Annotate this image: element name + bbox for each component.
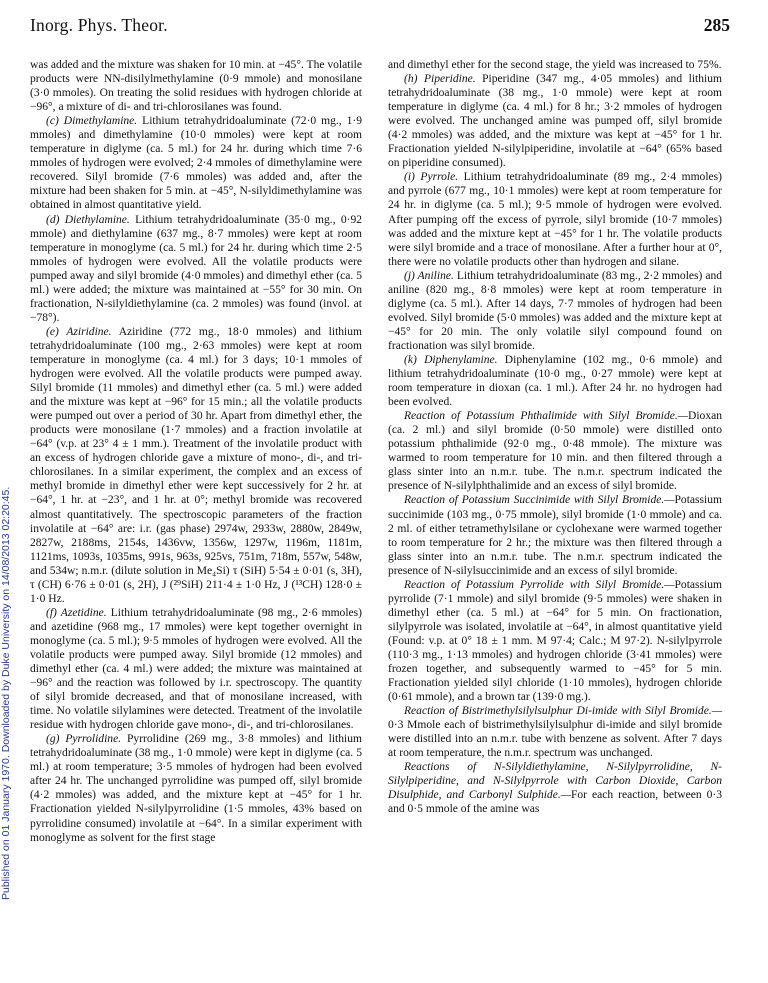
running-header — [30, 10, 730, 36]
left-column — [30, 58, 362, 845]
paragraph-sulphur-diimide: Reaction of Bistrimethylsilylsulphur Di-imide with Silyl Bromide.—0·3 Mmole each of bistrimethylsilylsulphur di-imide and silyl bromide were distilled into an n.m.r. tube with benzene as solvent. After 7 days at room temperature, the n.m.r. spectrum was unchanged. — [388, 705, 722, 760]
paragraph: and dimethyl ether for the second stage, the yield was increased to 75%. — [388, 59, 722, 71]
paragraph-aziridine: (e) Aziridine. Aziridine (772 mg., 18·0 mmoles) and lithium tetrahydridoaluminate (100 mg., 2·63 mmoles) were kept at room temperature in monoglyme (ca. 4 ml.) for 3 days; 10·1 mmoles of hydrogen were evolved. All the volatile products were pumped away. Silyl bromide (11 mmoles) and dimethyl ether (ca. 5 ml.) were added and the mixture was kept at −96° for 15 min.; all the volatile products were pumped out over a period of 30 hr. Apart from dimethyl ether, the products were monosilane (1·7 mmoles) and a fraction involatile at −64° (v.p. at 23° 4 ± 1 mm.). Treatment of the involatile product with an excess of hydrogen chloride gave a mixture of mono-, di-, and tri-chlorosilanes. In a similar experiment, the complex and an excess of methyl bromide in dimethyl ether were kept successively for 2 hr. at −64°, 1 hr. at −23°, and 1 hr. at 0°; methyl bromide was recovered almost quantitatively. The spectroscopic parameters of the fraction involatile at −64° are: i.r. (gas phase) 2974w, 2933w, 2880w, 2849w, 2827w, 2188ms, 2154s, 1436vw, 1356w, 1297w, 1196m, 1181m, 1121ms, 1093s, 1035ms, 991s, 963s, 925vs, 751m, 718m, 557w, 548w, and 534w; n.m.r. (dilute solution in Me₄Si) τ (SiH) 5·54 ± 0·01 (s, 3H), τ (CH) 6·76 ± 0·01 (s, 2H), J (²⁹SiH) 211·4 ± 1·0 Hz, J (¹³CH) 128·0 ± 1·0 Hz. — [30, 325, 363, 605]
paragraph-pyrrole: (i) Pyrrole. Lithium tetrahydridoaluminate (89 mg., 2·4 mmoles) and pyrrole (677 mg., 10·1 mmoles) were kept at room temperature for 24 hr. in diglyme (ca. 5 ml.); 9·5 mmole of hydrogen were evolved. After pumping off the excess of pyrrole, silyl bromide (10·7 mmoles) was added and the mixture kept at −45° for 1 hr. The volatile products were silyl bromide and a trace of monosilane. After a further hour at 0°, there were no volatile products other than hydrogen and silane. — [388, 171, 722, 268]
paragraph-azetidine: (f) Azetidine. Lithium tetrahydridoaluminate (98 mg., 2·6 mmoles) and azetidine (968 mg., 17 mmoles) were kept together overnight in monoglyme (ca. 5 ml.); 9·5 mmoles of hydrogen were evolved. All the volatile products were pumped away. Silyl bromide (12 mmoles) and dimethyl ether (ca. 4 ml.) were added; the mixture was maintained at −96° and the reaction was followed by i.r. spectroscopy. The quantity of silyl bromide decreased, and that of monosilane increased, with time. No volatile silylamines were detected. Treatment of the involatile residue with hydrogen chloride gave mono-, di-, and tri-chlorosilanes. — [30, 606, 362, 732]
paragraph-diethylamine: (d) Diethylamine. Lithium tetrahydridoaluminate (35·0 mg., 0·92 mmole) and diethylamine (637 mg., 8·7 mmoles) were kept at room temperature in monoglyme (ca. 5 ml.) for 24 hr. during which time 2·5 mmoles of hydrogen were evolved. All the volatile products were pumped away and silyl bromide (4·0 mmoles) and dimethyl ether (ca. 5 ml.) were added; the mixture was maintained at −55° for 30 min. On fractionation, N-silyldiethylamine (ca. 2 mmoles) was found (invol. at −78°). — [30, 213, 363, 324]
paragraph-pyrrolidine: (g) Pyrrolidine. Pyrrolidine (269 mg., 3·8 mmoles) and lithium tetrahydridoaluminate (38 mg., 1·0 mmole) were kept in diglyme (ca. 5 ml.) at room temperature; 3·5 mmoles of hydrogen had been evolved after 24 hr. The unchanged pyrrolidine was pumped off, silyl bromide (4·2 mmoles) was added, and the mixture kept at −45° for 1 hr. Fractionation yielded N-silylpyrrolidine (1·5 mmoles, 43% based on pyrrolidine consumed) involatile at −64°. In a similar experiment with monoglyme as solvent for the first stage — [30, 733, 362, 844]
paragraph-dimethylamine: (c) Dimethylamine. Lithium tetrahydridoaluminate (72·0 mg., 1·9 mmoles) and dimethylamine (10·0 mmoles) were kept at room temperature in diglyme (ca. 5 ml.) for 24 hr. during which time 7·6 mmoles of hydrogen were evolved; 2·4 mmoles of dimethylamine were recovered. Silyl bromide (7·6 mmoles) was added and, after the mixture had been shaken for 5 min. at −45°, N-silyldimethylamine was obtained in almost quantitative yield. — [30, 115, 362, 212]
journal-title: Inorg. Phys. Theor. — [30, 15, 168, 35]
right-column — [388, 58, 722, 817]
paragraph-carbon-dioxide-reactions: Reactions of N-Silyldiethylamine, N-Silylpyrrolidine, N-Silylpiperidine, and N-Silylpyrrole with Carbon Dioxide, Carbon Disulphide, and Carbonyl Sulphide.—For each reaction, between 0·3 and 0·5 mmole of the amine was — [388, 761, 722, 816]
paragraph: was added and the mixture was shaken for 10 min. at −45°. The volatile products were NN-disilylmethylamine (0·9 mmole) and monosilane (3·0 mmoles). On treating the solid residues with hydrogen chloride at −96°, a mixture of di- and tri-chlorosilanes was found. — [30, 59, 362, 114]
page-number: 285 — [703, 15, 730, 35]
paragraph-pyrrolide: Reaction of Potassium Pyrrolide with Silyl Bromide.—Potassium pyrrolide (7·1 mmole) and silyl bromide (9·5 mmoles) were shaken in dimethyl ether (ca. 5 ml.) at −64° for 5 min. On fractionation, silylpyrrole was isolated, involatile at −64°, in almost quantitative yield (Found: v.p. at 0° 18 ± 1 mm. M 97·4; Calc.; M 97·2). N-silylpyrrole (110·3 mg., 1·13 mmoles) and hydrogen chloride (3·41 mmoles) were frozen together, and subsequently warmed to −45° for 5 min. Fractionation yielded silyl chloride (1·10 mmoles), hydrogen chloride (0·61 mmole), and a brown tar (139·0 mg.). — [388, 578, 722, 704]
paragraph-piperidine: (h) Piperidine. Piperidine (347 mg., 4·05 mmoles) and lithium tetrahydridoaluminate (38 mg., 1·0 mmole) were kept at room temperature in diglyme (ca. 4 ml.) for 8 hr.; 3·2 mmoles of hydrogen were evolved. The unchanged amine was pumped off, silyl bromide (4·2 mmoles) was added, and the mixture was kept at −45° for 1 hr. Fractionation yielded N-silylpiperidine, involatile at −64° (65% based on piperidine consumed). — [388, 73, 722, 170]
paragraph-diphenylamine: (k) Diphenylamine. Diphenylamine (102 mg., 0·6 mmole) and lithium tetrahydridoaluminate (10·0 mg., 0·27 mmole) were kept at room temperature in dioxan (ca. 1 ml.). After 24 hr. no hydrogen had been evolved. — [388, 353, 722, 409]
download-watermark: Published on 01 January 1970. Downloaded by Duke University on 14/08/2013 02:20:45. — [0, 486, 12, 900]
paragraph-phthalimide: Reaction of Potassium Phthalimide with Silyl Bromide.—Dioxan (ca. 2 ml.) and silyl bromide (0·50 mmole) were distilled onto potassium phthalimide (92·0 mg., 0·48 mmole). The mixture was warmed to room temperature for 10 min. and then filtered through a glass sinter into an n.m.r. tube. The n.m.r. spectrum indicated the presence of N-silylphthalimide and an excess of silyl bromide. — [388, 410, 722, 493]
paragraph-aniline: (j) Aniline. Lithium tetrahydridoaluminate (83 mg., 2·2 mmoles) and aniline (820 mg., 8·8 mmoles) were kept at room temperature in diglyme (ca. 5 ml.). After 14 days, 7·7 mmoles of hydrogen had been evolved. Silyl bromide (5·0 mmoles) was added and the mixture kept at −45° for 20 min. The only volatile silyl compound found on fractionation was silyl bromide. — [388, 269, 722, 352]
paragraph-succinimide: Reaction of Potassium Succinimide with Silyl Bromide.—Potassium succinimide (103 mg., 0·75 mmole), silyl bromide (1·0 mmole) and ca. 2 ml. of either tetramethylsilane or cyclohexane were warmed together to room temperature for 2 hr.; the mixture was then filtered through a glass sinter into an n.m.r. tube. The n.m.r. spectrum indicated the presence of N-silylsuccinimide and an excess of silyl bromide. — [388, 494, 722, 577]
